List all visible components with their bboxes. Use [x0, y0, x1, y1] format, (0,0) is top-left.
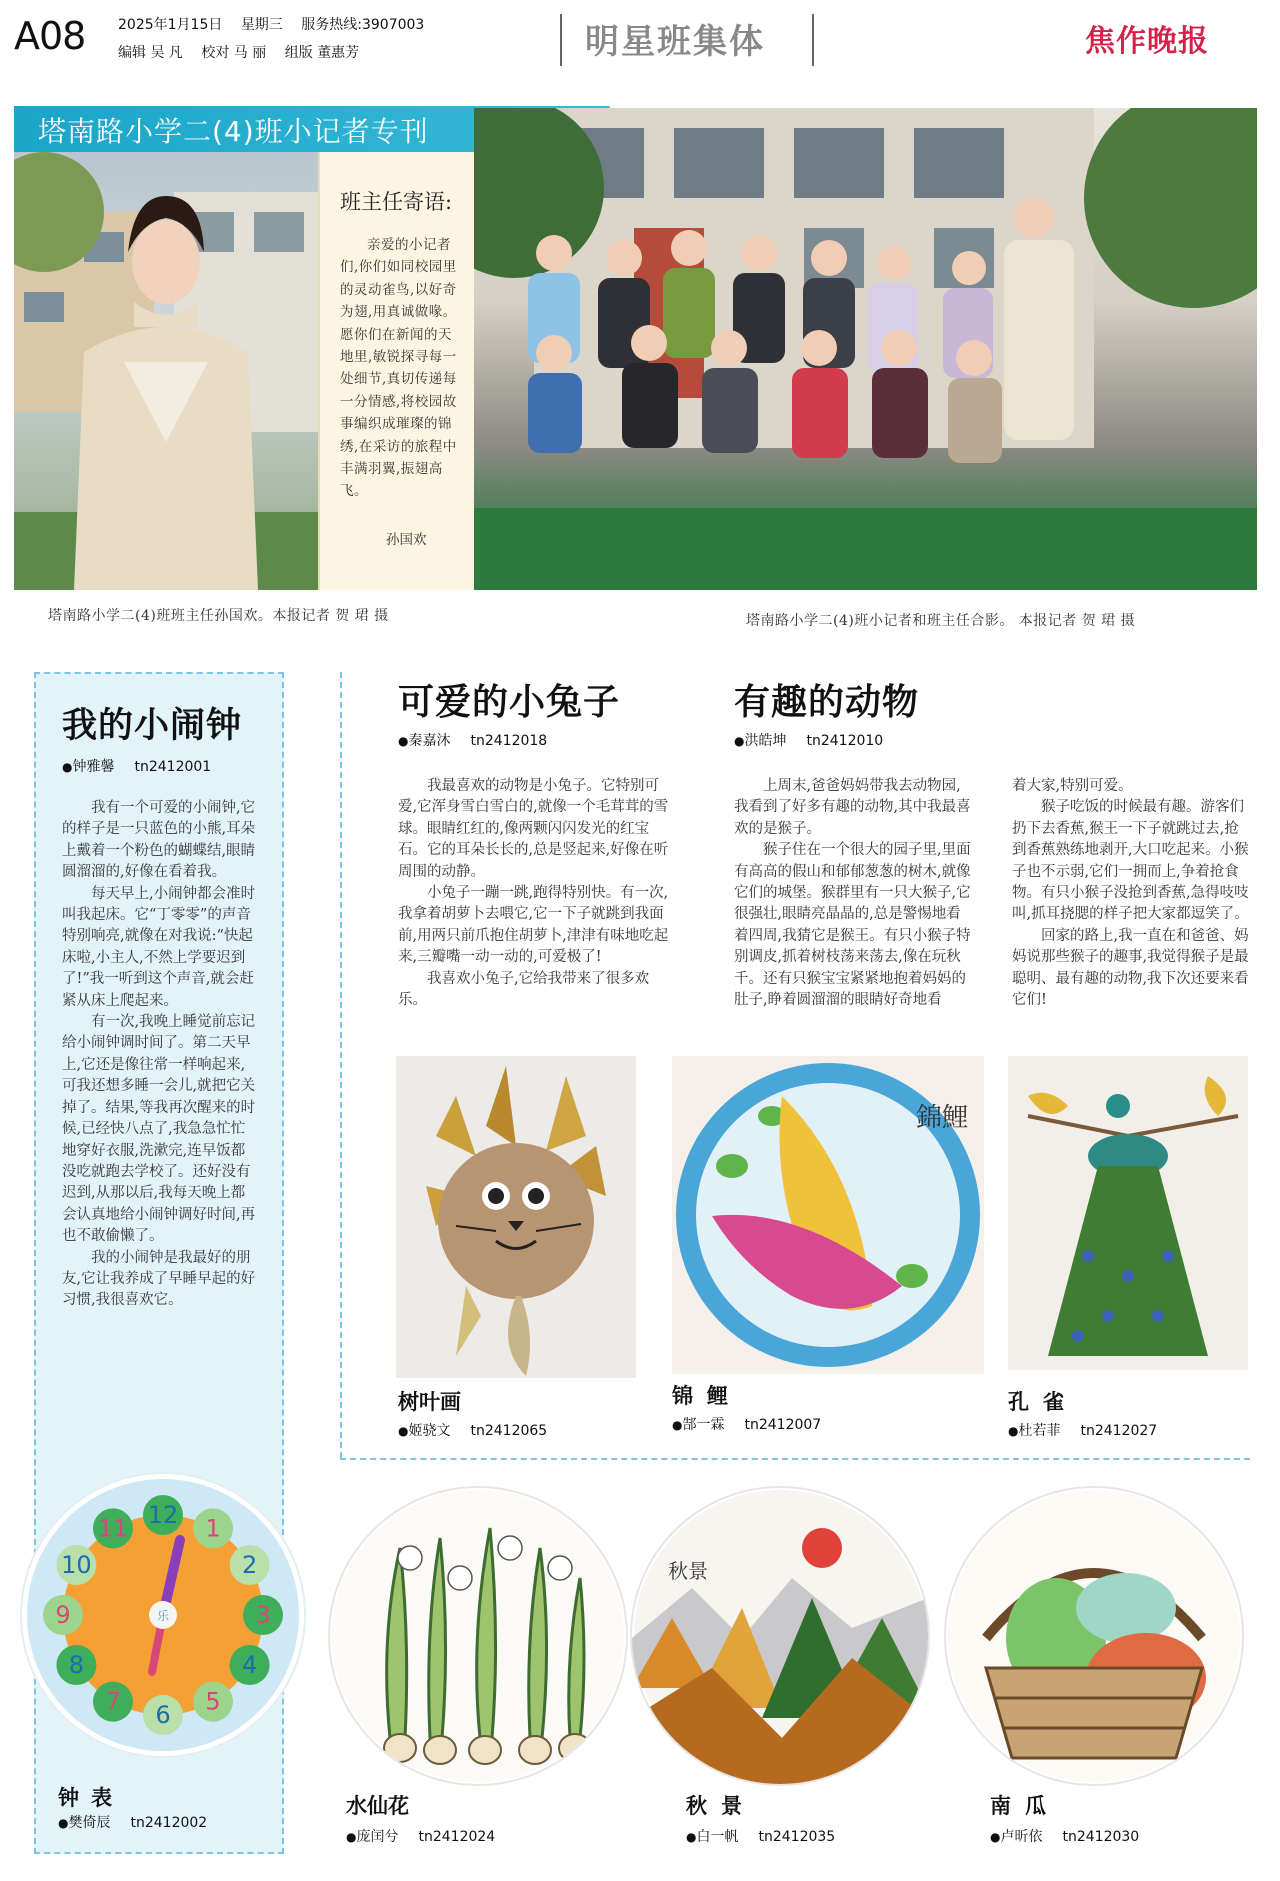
class-group-photo: [474, 108, 1257, 590]
author-name: 卢昕依: [1000, 1829, 1043, 1845]
author-name: 洪皓坤: [744, 733, 787, 749]
animals-article-column-2: [1012, 776, 1250, 1011]
author-name: 樊倚辰: [68, 1815, 111, 1831]
author-code: tn2412065: [470, 1423, 548, 1439]
autumn-byline: ●白一帆 tn2412035: [686, 1829, 836, 1845]
koi-byline: ●郜一霖 tn2412007: [672, 1417, 822, 1433]
header-hotline: 服务热线:3907003: [301, 17, 425, 33]
koi-artwork: [672, 1056, 984, 1374]
narcissus-byline: ●庞闰兮 tn2412024: [346, 1829, 496, 1845]
paragraph: 我的小闹钟是我最好的朋友,它让我养成了早睡早起的好习惯,我很喜欢它。: [62, 1249, 256, 1309]
paragraph: 我最喜欢的动物是小兔子。它特别可爱,它浑身雪白雪白的,就像一个毛茸茸的雪球。眼睛红红的,像两颗闪闪发光的红宝石。它的耳朵长长的,总是竖起来,好像在听周围的动静。: [398, 778, 669, 880]
autumn-inscription: 秋景: [668, 1559, 708, 1583]
rabbit-article-title: 可爱的小兔子: [398, 682, 621, 723]
author-code: tn2412035: [758, 1829, 836, 1845]
leaf-lion-artwork: [396, 1056, 636, 1378]
paragraph-continuation: 着大家,特别可爱。: [1012, 778, 1133, 794]
clock-number: 12: [147, 1501, 179, 1529]
koi-label: 锦鲤: [672, 1383, 742, 1408]
clock-number: 5: [205, 1687, 221, 1716]
pumpkin-basket-artwork: [946, 1488, 1242, 1784]
paragraph: 小兔子一蹦一跳,跑得特别快。有一次,我拿着胡萝卜去喂它,它一下子就跳到我面前,用两只前爪抱住胡萝卜,津津有味地吃起来,三瓣嘴一动一动的,可爱极了!: [398, 885, 669, 966]
clock-number: 11: [97, 1514, 129, 1543]
dashed-divider-horizontal: [340, 1458, 1250, 1460]
author-code: tn2412024: [418, 1829, 496, 1845]
author-code: tn2412002: [130, 1815, 208, 1831]
header-proof: 校对 马 丽: [201, 45, 267, 61]
header-editor: 编辑 吴 凡: [118, 45, 183, 61]
pumpkin-label: 南瓜: [990, 1793, 1060, 1818]
rabbit-article-body: [398, 776, 670, 1011]
author-name: 姬骁文: [408, 1423, 451, 1439]
paragraph: 猴子吃饭的时候最有趣。游客们扔下去香蕉,猴王一下子就跳过去,抢到香蕉熟练地剥开,大口吃起来。小猴子也不示弱,它们一拥而上,争着抢食物。有只小猴子没抢到香蕉,急得吱吱叫,抓耳挠腮的样子把大家都逗笑了。: [1012, 799, 1249, 923]
clock-center-mark: 乐: [156, 1609, 170, 1623]
author-name: 杜若菲: [1018, 1423, 1061, 1439]
clock-artwork: [20, 1472, 306, 1758]
animals-article-title: 有趣的动物: [734, 682, 920, 723]
header-weekday: 星期三: [240, 17, 283, 33]
clock-artwork-byline: ●樊倚辰 tn2412002: [58, 1815, 208, 1831]
section-title: 明星班集体: [585, 22, 765, 62]
teacher-photo-caption: 塔南路小学二(4)班班主任孙国欢。本报记者 贺 珺 摄: [48, 608, 389, 624]
author-name: 庞闰兮: [356, 1829, 399, 1845]
alarm-article-byline: ●钟雅馨 tn2412001: [62, 759, 212, 775]
author-name: 郜一霖: [682, 1417, 725, 1433]
clock-artwork-label: 钟表: [58, 1785, 124, 1810]
clock-number: 10: [61, 1551, 92, 1579]
peacock-artwork: [1008, 1056, 1248, 1370]
paragraph: 猴子住在一个很大的园子里,里面有高高的假山和郁郁葱葱的树木,就像它们的城堡。猴群里有一只大猴子,它很强壮,眼睛亮晶晶的,总是警惕地看着四周,我猜它是猴王。有只小猴子特别调皮,抓着树枝荡来荡去,像在玩秋千。还有只猴宝宝紧紧地抱着妈妈的肚子,睁着圆溜溜的眼睛好奇地看: [734, 842, 971, 1009]
clock-number: 8: [68, 1651, 85, 1679]
rabbit-article-byline: ●秦嘉沐 tn2412018: [398, 733, 548, 749]
clock-number: 7: [105, 1687, 121, 1716]
header-info-line: [118, 14, 438, 34]
narcissus-artwork: [330, 1488, 626, 1784]
clock-number: 4: [241, 1651, 258, 1679]
author-code: tn2412010: [806, 733, 884, 749]
pumpkin-byline: ●卢昕依 tn2412030: [990, 1829, 1140, 1845]
paragraph: 我有一个可爱的小闹钟,它的样子是一只蓝色的小熊,耳朵上戴着一个粉色的蝴蝶结,眼睛圆溜溜的,好像在看着我。: [62, 800, 256, 881]
clock-number: 6: [155, 1701, 171, 1729]
autumn-scene-artwork: [632, 1488, 928, 1784]
koi-inscription: 錦鯉: [915, 1103, 969, 1133]
narcissus-label: 水仙花: [346, 1793, 409, 1818]
paragraph: 回家的路上,我一直在和爸爸、妈妈说那些猴子的趣事,我觉得猴子是最聪明、最有趣的动物,我下次还要来看它们!: [1012, 927, 1249, 1009]
author-name: 白一帆: [696, 1829, 739, 1845]
animals-article-byline: ●洪皓坤 tn2412010: [734, 733, 884, 749]
author-code: tn2412027: [1080, 1423, 1158, 1439]
paragraph: 上周末,爸爸妈妈带我去动物园,我看到了好多有趣的动物,其中我最喜欢的是猴子。: [734, 778, 971, 837]
clock-number: 2: [241, 1551, 258, 1579]
teacher-message-signature: 孙国欢: [386, 532, 427, 548]
teacher-portrait-photo: [14, 152, 318, 590]
newspaper-logo: 焦作晚报: [1085, 24, 1209, 59]
author-code: tn2412018: [470, 733, 548, 749]
alarm-article-body: [62, 798, 258, 1312]
header-divider: [812, 14, 814, 66]
author-name: 钟雅馨: [72, 759, 115, 775]
author-code: tn2412001: [134, 759, 212, 775]
dashed-divider-vertical: [340, 672, 342, 1458]
header-date: 2025年1月15日: [118, 17, 223, 33]
page-number: A08: [14, 14, 86, 58]
leaf-lion-byline: ●姬骁文 tn2412065: [398, 1423, 548, 1439]
leaf-lion-label: 树叶画: [398, 1389, 461, 1414]
paragraph: 我喜欢小兔子,它给我带来了很多欢乐。: [398, 970, 650, 1009]
paragraph: 每天早上,小闹钟都会准时叫我起床。它“丁零零”的声音特别响亮,就像在对我说:“快起床啦,小主人,不然上学要迟到了!”我一听到这个声音,就会赶紧从床上爬起来。: [62, 885, 256, 1009]
peacock-label: 孔雀: [1008, 1389, 1078, 1414]
peacock-byline: ●杜若菲 tn2412027: [1008, 1423, 1158, 1439]
clock-number: 3: [255, 1601, 271, 1629]
teacher-message-title: 班主任寄语:: [340, 190, 453, 214]
author-code: tn2412030: [1062, 1829, 1140, 1845]
autumn-label: 秋景: [686, 1793, 756, 1818]
paragraph: 有一次,我晚上睡觉前忘记给小闹钟调时间了。第二天早上,它还是像往常一样响起来,可我还想多睡一会儿,就把它关掉了。结果,等我再次醒来的时候,已经快八点了,我急急忙忙地穿好衣服,洗漱完,连早饭都没吃就跑去学校了。还好没有迟到,从那以后,我每天晚上都会认真地给小闹钟调好时间,再也不敢偷懒了。: [62, 1014, 256, 1245]
header-staff-line: [118, 42, 373, 62]
header-layout: 组版 董惠芳: [284, 45, 360, 61]
alarm-article-title: 我的小闹钟: [62, 706, 243, 746]
animals-article-column-1: [734, 776, 972, 1011]
author-name: 秦嘉沐: [408, 733, 451, 749]
author-code: tn2412007: [744, 1417, 822, 1433]
header-divider: [560, 14, 562, 66]
group-photo-caption: 塔南路小学二(4)班小记者和班主任合影。 本报记者 贺 珺 摄: [746, 613, 1136, 629]
banner-title: 塔南路小学二(4)班小记者专刊: [38, 115, 429, 148]
clock-number: 1: [205, 1514, 221, 1543]
teacher-message-text: 亲爱的小记者们,你们如同校园里的灵动雀鸟,以好奇为翅,用真诚做喙。愿你们在新闻的天地里,敏锐探寻每一处细节,真切传递每一分情感,将校园故事编织成璀璨的锦绣,在采访的旅程中丰满羽翼,振翅高飞。: [340, 237, 457, 500]
clock-number: 9: [55, 1601, 71, 1629]
